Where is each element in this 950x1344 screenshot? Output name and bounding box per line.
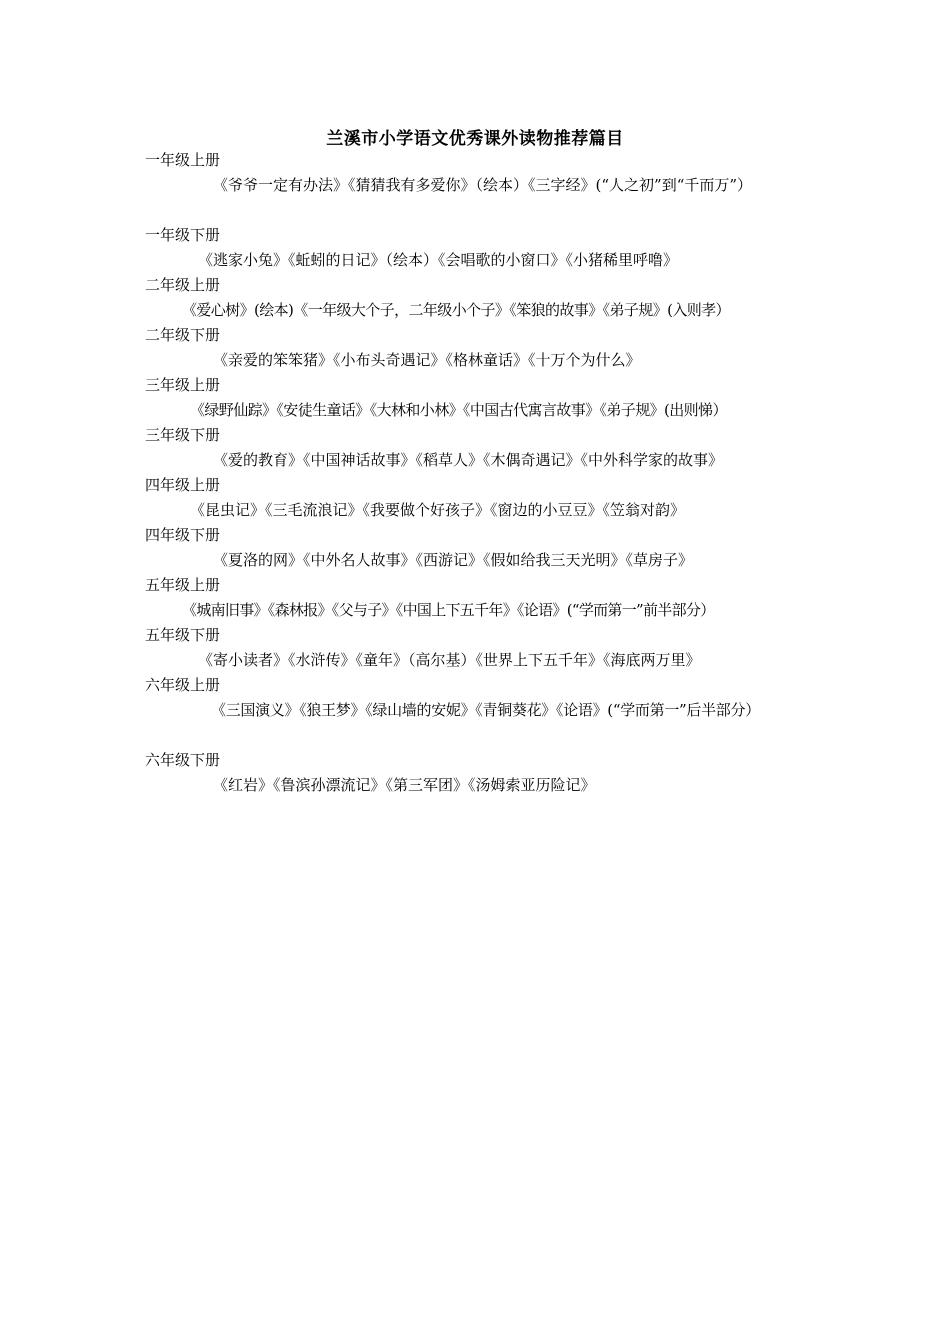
grade-heading: 五年级下册 <box>145 626 221 644</box>
book-list: 《爱心树》(绘本)《一年级大个子，二年级小个子》《笨狼的故事》《弟子规》(入则孝） <box>182 301 730 319</box>
grade-heading: 一年级下册 <box>145 226 221 244</box>
book-list: 《红岩》《鲁滨孙漂流记》《第三军团》《汤姆索亚历险记》 <box>213 776 596 794</box>
grade-heading: 六年级下册 <box>145 751 221 769</box>
grade-heading: 二年级下册 <box>145 326 221 344</box>
book-list: 《绿野仙踪》《安徒生童话》《大林和小林》《中国古代寓言故事》《弟子规》(出则悌） <box>190 401 727 419</box>
grade-heading: 六年级上册 <box>145 676 221 694</box>
grade-heading: 三年级上册 <box>145 376 221 394</box>
book-list: 《三国演义》《狼王梦》《绿山墙的安妮》《青铜葵花》《论语》(“学而第一”后半部分） <box>211 701 760 719</box>
book-list: 《夏洛的网》《中外名人故事》《西游记》《假如给我三天光明》《草房子》 <box>213 551 694 569</box>
grade-heading: 二年级上册 <box>145 276 221 294</box>
grade-heading: 四年级下册 <box>145 526 221 544</box>
book-list: 《爱的教育》《中国神话故事》《稻草人》《木偶奇遇记》《中外科学家的故事》 <box>213 451 724 469</box>
grade-heading: 四年级上册 <box>145 476 221 494</box>
book-list: 《城南旧事》《森林报》《父与子》《中国上下五千年》《论语》(“学而第一”前半部分） <box>182 601 715 619</box>
grade-heading: 三年级下册 <box>145 426 221 444</box>
book-list: 《亲爱的笨笨猪》《小布头奇遇记》《格林童话》《十万个为什么》 <box>213 351 641 369</box>
grade-heading: 五年级上册 <box>145 576 221 594</box>
book-list: 《昆虫记》《三毛流浪记》《我要做个好孩子》《窗边的小豆豆》《笠翁对韵》 <box>190 501 686 519</box>
book-list: 《逃家小兔》《蚯蚓的日记》（绘本）《会唱歌的小窗口》《小猪稀里呼噜》 <box>198 251 679 269</box>
book-list: 《爷爷一定有办法》《猜猜我有多爱你》（绘本）《三字经》(“人之初”到“千而万”） <box>213 176 753 194</box>
grade-heading: 一年级上册 <box>145 151 221 169</box>
book-list: 《寄小读者》《水浒传》《童年》（高尔基）《世界上下五千年》《海底两万里》 <box>198 651 701 669</box>
document-title: 兰溪市小学语文优秀课外读物推荐篇目 <box>326 129 624 149</box>
